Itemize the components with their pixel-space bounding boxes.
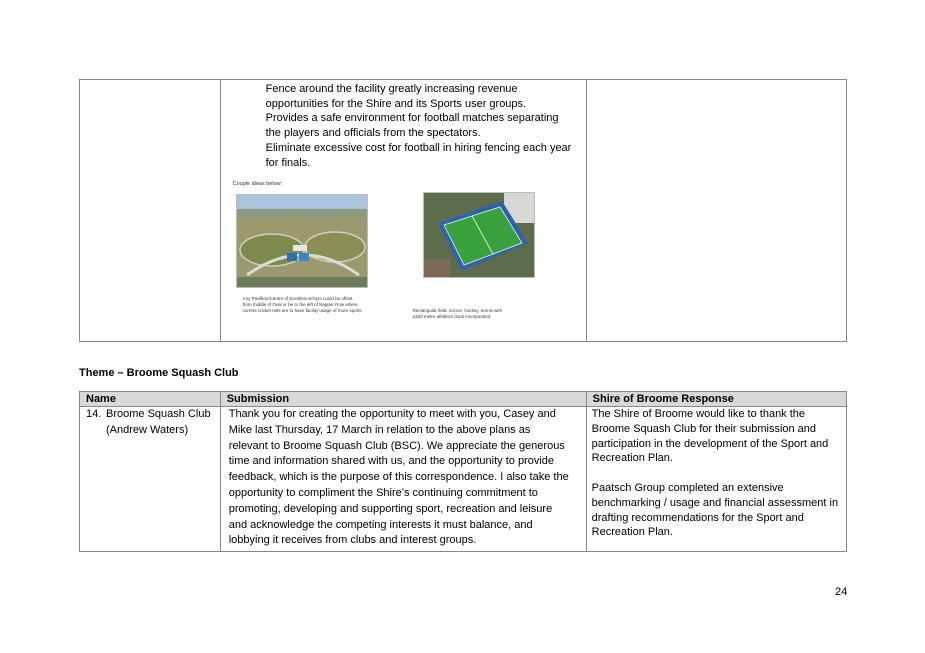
submission-cell	[220, 80, 586, 342]
response-line: Recreation Plan.	[591, 452, 673, 465]
ideas-label: Couple ideas below:	[232, 181, 283, 187]
caption-right	[413, 308, 573, 320]
submission-line: promoting, developing and supporting sport, recreation and leisure	[228, 502, 553, 515]
caption-line: Rectangular field, soccer, hockey, tennis with	[412, 308, 503, 313]
benefit-list	[266, 82, 586, 170]
benefit-line: Eliminate excessive cost for football in hiring fencing each year	[265, 141, 572, 154]
submission-table	[79, 391, 847, 552]
submission-text-cell	[220, 407, 586, 552]
submission-line: Mike last Thursday, 17 March in relation to the above plans as	[228, 423, 531, 436]
name-entry	[86, 407, 216, 439]
theme-heading: Theme – Broome Squash Club	[79, 367, 239, 379]
response-line: The Shire of Broome would like to thank the	[591, 408, 806, 420]
response-line: Broome Squash Club for their submission and	[591, 422, 817, 435]
caption-line: current cricket nets are to have facility usage of more sports	[242, 308, 362, 313]
header-response: Shire of Broome Response	[586, 392, 846, 407]
row-number: 14.	[86, 408, 102, 420]
response-line: benchmarking / usage and financial assessment in	[591, 496, 839, 509]
submission-line: lobbying it receives from clubs and interest groups.	[228, 534, 477, 547]
name-line: (Andrew Waters)	[106, 423, 189, 436]
paragraph-gap	[592, 466, 841, 481]
page-number: 24	[835, 586, 848, 598]
submission-line: opportunity to compliment the Shire’s continuing commitment to	[228, 486, 538, 499]
benefit-line: the players and officials from the spectators.	[265, 127, 481, 140]
header-name: Name	[80, 392, 221, 407]
name-cell-empty	[80, 80, 221, 342]
submission-line: and acknowledge the competing interests it must balance, and	[228, 518, 533, 531]
response-cell-empty	[586, 80, 846, 342]
submission-line: feedback, which is the purpose of this correspondence. I also take the	[228, 471, 569, 484]
benefit-line: Fence around the facility greatly increasing revenue	[265, 83, 518, 95]
name-text	[106, 407, 211, 439]
benefit-line: for finals.	[265, 156, 311, 169]
caption-line: from middle of Oval or be to the left of Napper Row where	[242, 302, 358, 307]
submission-line: time and information shared with us, and the opportunity to provide	[228, 455, 555, 468]
header-submission: Submission	[220, 392, 586, 407]
response-text-cell	[586, 407, 846, 552]
benefit-line: Provides a safe environment for football matches separating	[265, 112, 559, 125]
aerial-sports-complex-image	[236, 194, 368, 288]
caption-line: a100 metre athletics track incorporated	[412, 314, 491, 319]
table-row	[80, 407, 847, 552]
continuation-table	[79, 79, 847, 342]
response-line: participation in the development of the Sport and	[591, 437, 829, 450]
rectangular-field-image	[423, 192, 535, 278]
caption-left	[243, 296, 413, 314]
submission-line: Thank you for creating the opportunity to meet with you, Casey and	[228, 408, 556, 420]
response-line: drafting recommendations for the Sport and	[591, 511, 804, 524]
aerial-sports-complex-illustration	[237, 195, 368, 288]
name-cell	[80, 407, 221, 552]
table-header-row	[80, 392, 847, 407]
benefit-line: opportunities for the Shire and its Sports user groups.	[265, 97, 527, 110]
response-line: Paatsch Group completed an extensive	[591, 481, 784, 494]
response-line: Recreation Plan.	[591, 526, 673, 539]
submission-line: relevant to Broome Squash Club (BSC). We appreciate the generous	[228, 439, 565, 452]
rectangular-field-illustration	[424, 193, 535, 278]
name-line: Broome Squash Club	[106, 408, 211, 420]
caption-line: Any Pavillion/Centre of Excellence/Gym could be offset	[242, 296, 353, 301]
